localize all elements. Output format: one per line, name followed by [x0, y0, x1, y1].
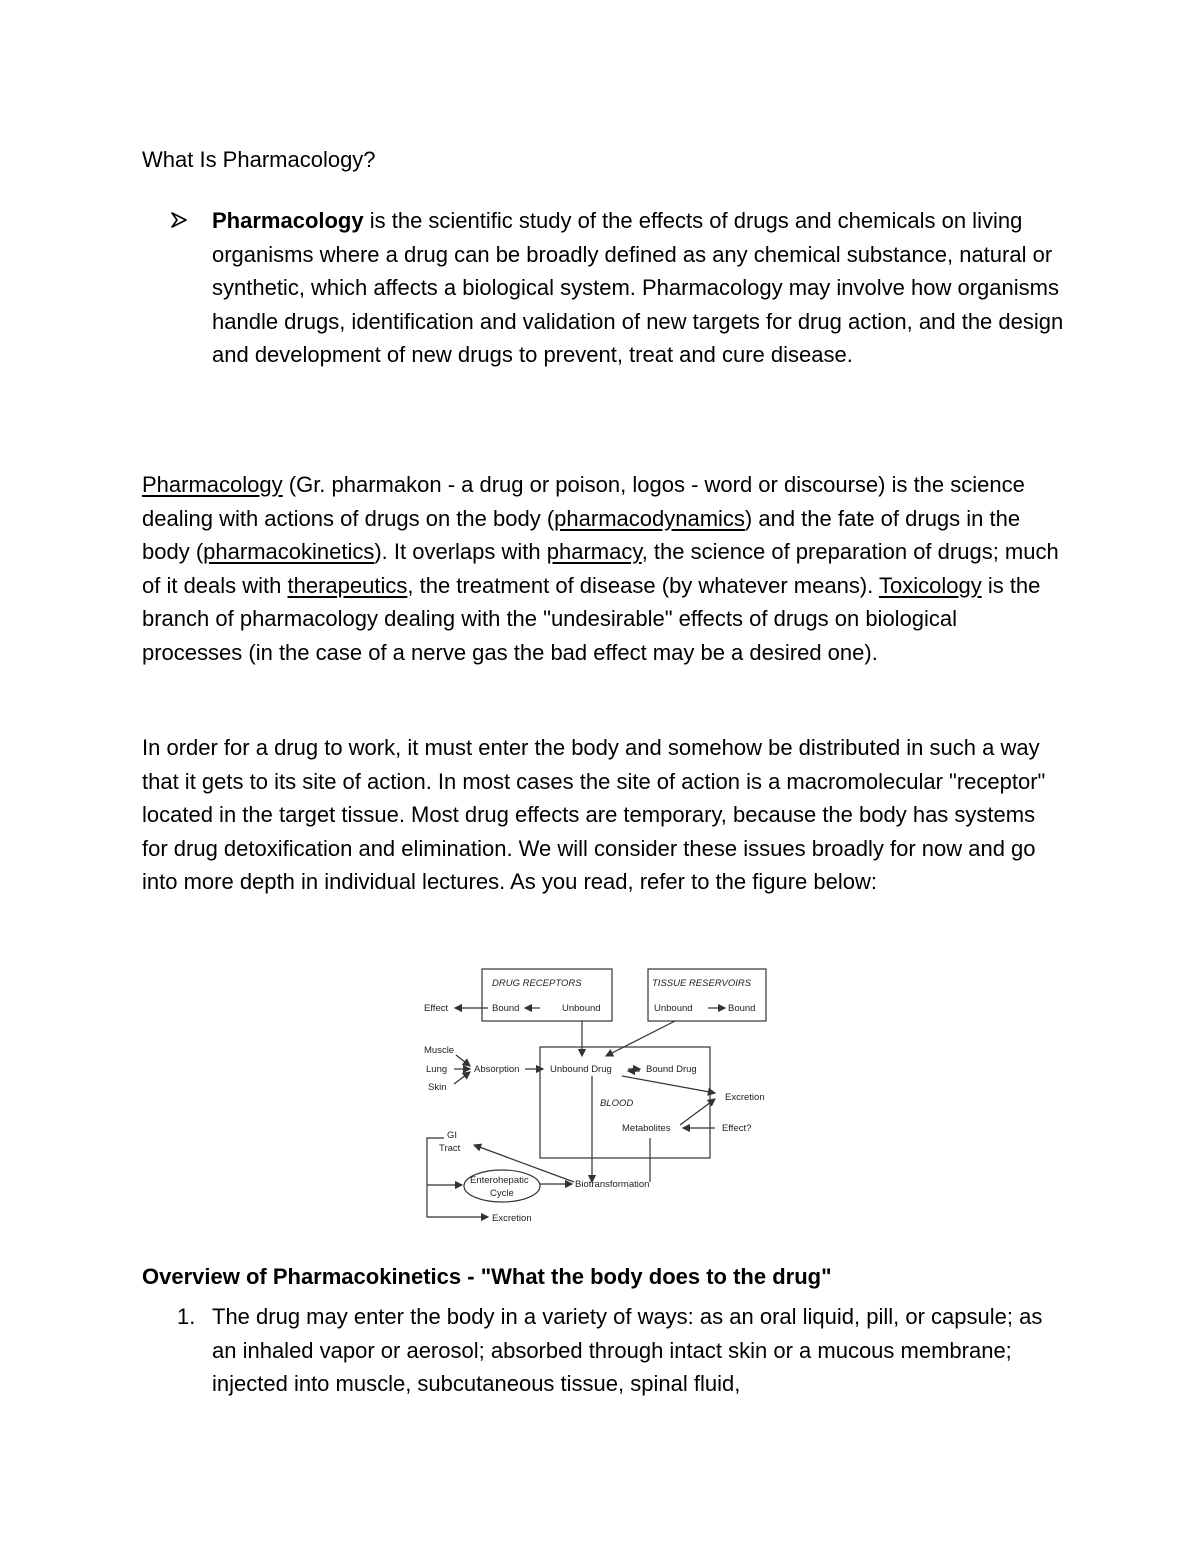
label-unbound-receptor: Unbound [562, 1003, 601, 1014]
label-excretion-blood: Excretion [725, 1092, 765, 1103]
link-pharmacokinetics[interactable]: pharmacokinetics [203, 539, 375, 565]
label-absorption: Absorption [474, 1064, 520, 1075]
label-tissue-reservoirs: TISSUE RESERVOIRS [652, 978, 752, 989]
label-cycle: Cycle [490, 1188, 514, 1199]
label-bound-receptor: Bound [492, 1003, 520, 1014]
link-therapeutics[interactable]: therapeutics [287, 572, 408, 598]
label-tract: Tract [439, 1143, 461, 1154]
para1-text: (Gr. pharmakon - a drug or poison, logos - word or discourse) is the science dealing with actions of drugs on the body ( [142, 472, 1025, 531]
link-toxicology[interactable]: Toxicology [878, 572, 982, 598]
label-skin: Skin [428, 1082, 447, 1093]
section-heading: Overview of Pharmacokinetics - "What the body does to the drug" [142, 1264, 832, 1289]
label-enterohepatic: Enterohepatic [470, 1175, 529, 1186]
label-excretion-gi: Excretion [492, 1213, 532, 1224]
numbered-list [170, 1300, 1070, 1401]
link-pharmacy[interactable]: pharmacy [546, 539, 642, 565]
para1-text: ). It overlaps with [374, 539, 547, 565]
list-item-number: 1. [177, 1304, 196, 1329]
definition-bullet [170, 204, 1070, 372]
link-pharmacodynamics[interactable]: pharmacodynamics [554, 505, 745, 531]
para1-text: , the treatment of disease (by whatever means). [407, 572, 879, 598]
para1-text: , the science of preparation of drugs; much of it deals with [142, 539, 1059, 598]
label-biotransformation: Biotransformation [575, 1179, 650, 1190]
label-blood: BLOOD [600, 1098, 634, 1109]
page-title: What Is Pharmacology? [142, 147, 376, 172]
label-bound-drug: Bound Drug [646, 1064, 697, 1075]
label-muscle: Muscle [424, 1045, 455, 1056]
label-unbound-drug: Unbound Drug [550, 1064, 612, 1075]
label-bound-tissue: Bound [728, 1003, 756, 1014]
paragraph-definition [142, 468, 1062, 670]
arrow-bullet-icon [170, 204, 200, 240]
link-pharmacology[interactable]: Pharmacology [142, 472, 283, 497]
label-unbound-tissue: Unbound [654, 1003, 693, 1014]
label-gi: GI [447, 1130, 458, 1141]
pharmacokinetics-diagram [410, 960, 790, 1230]
paragraph-drug-action: In order for a drug to work, it must enter the body and somehow be distributed in such a way that it gets to its site of action. In most cases the site of action is a macromolecular "receptor" located in the target tissue. Most drug effects are temporary, because the body has systems for drug detoxification and elimination. We will consider these issues broadly for now and go into more depth in individual lectures. As you read, refer to the figure below: [142, 735, 1046, 895]
label-effect-question: Effect? [722, 1123, 752, 1134]
para1-text: is the branch of pharmacology dealing with the "undesirable" effects of drugs on biological processes (in the case of a nerve gas the bad effect may be a desired one). [142, 572, 1041, 665]
label-lung: Lung [426, 1064, 448, 1075]
label-effect: Effect [424, 1003, 449, 1014]
bullet-text: is the scientific study of the effects of drugs and chemicals on living organisms where a drug can be broadly defined as any chemical substance, natural or synthetic, which affects a biological system. Pharmacology may involve how organisms handle drugs, identification and validation of new targets for drug action, and the design and development of new drugs to prevent, treat and cure disease. [212, 208, 1064, 368]
list-item [170, 1300, 1070, 1401]
label-metabolites: Metabolites [622, 1123, 671, 1134]
list-item-text: The drug may enter the body in a variety of ways: as an oral liquid, pill, or capsule; as an inhaled vapor or aerosol; absorbed through intact skin or a mucous membrane; injected into muscle, subcutaneous tissue, spinal fluid, [212, 1304, 1043, 1397]
label-drug-receptors: DRUG RECEPTORS [492, 978, 582, 989]
bullet-term: Pharmacology [212, 208, 364, 233]
para1-text: ) and the fate of drugs in the body ( [142, 505, 1021, 565]
